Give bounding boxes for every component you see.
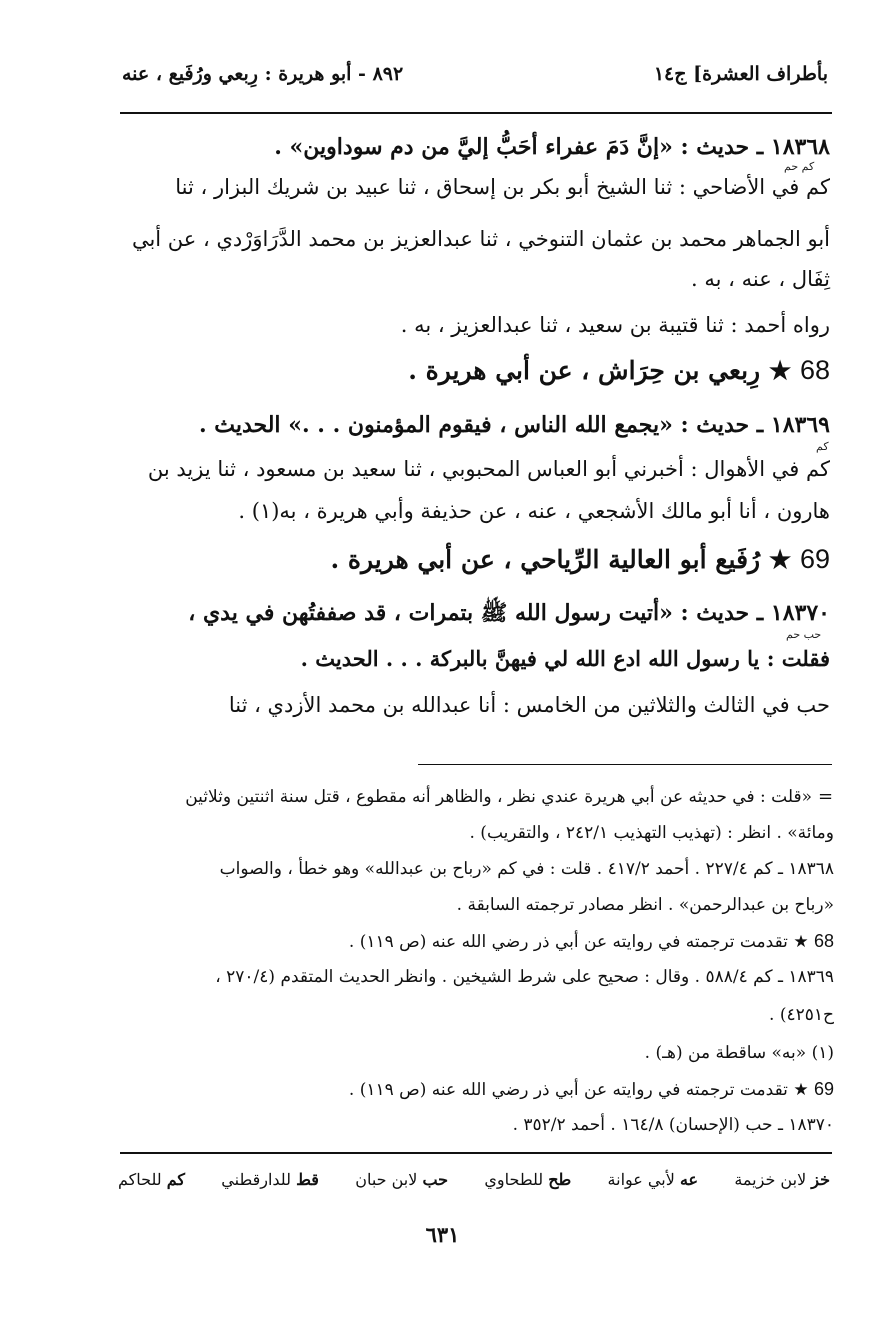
body-line: أبو الجماهر محمد بن عثمان التنوخي ، ثنا عبدالعزيز بن محمد الدَّرَاوَرْدي ، عن أبي	[131, 227, 830, 251]
footnote-69	[118, 1076, 834, 1103]
hadith-18368-title: ١٨٣٦٨ ـ حديث : «إنَّ دَمَ عفراء أحَبُّ إليَّ من دم سوداوين» .	[274, 134, 830, 160]
footnote-line: ١٨٣٧٠ ـ حب (الإحسان) ١٦٤/٨ . أحمد ٣٥٢/٢ .	[512, 1115, 834, 1135]
abbr-item: قط للدارقطني	[221, 1169, 319, 1189]
footnote-line: ومائة» . انظر : (تهذيب التهذيب ٢٤٢/١ ، والتقريب) .	[469, 823, 834, 843]
narrator-number: 69	[799, 544, 830, 574]
narrator-heading-69	[118, 544, 830, 575]
abbr-item: كم للحاكم	[118, 1169, 185, 1189]
narrator-number: 68	[813, 931, 834, 951]
hadith-18370-title: ١٨٣٧٠ ـ حديث : «أتيت رسول الله ﷺ بتمرات ، قد صففتُهن في يدي ،	[188, 600, 830, 626]
body-line: ثِفَال ، عنه ، به .	[691, 267, 830, 291]
footnote-line: ١٨٣٦٩ ـ كم ٥٨٨/٤ . وقال : صحيح على شرط الشيخين . وانظر الحديث المتقدم (٢٧٠/٤ ،	[215, 967, 834, 987]
body-line: هارون ، أنا أبو مالك الأشجعي ، عنه ، عن حذيفة وأبي هريرة ، به(١) .	[238, 499, 830, 523]
narrator-number: 69	[813, 1079, 834, 1099]
footnote-line: ١٨٣٦٨ ـ كم ٢٢٧/٤ . أحمد ٤١٧/٢ . قلت : في كم «رباح بن عبدالله» وهو خطأ ، والصواب	[219, 859, 834, 879]
star-icon: ★	[768, 545, 792, 574]
narrator-number: 68	[799, 355, 830, 385]
footnote-text: تقدمت ترجمته في روايته عن أبي ذر رضي الله عنه (ص ١١٩) .	[348, 932, 788, 952]
abbreviation-key	[118, 1164, 830, 1194]
body-line: كم في الأضاحي : ثنا الشيخ أبو بكر بن إسحاق ، ثنا عبيد بن شريك البزار ، ثنا	[175, 175, 830, 199]
page-number: ٦٣١	[425, 1222, 460, 1247]
body-line: حب في الثالث والثلاثين من الخامس : أنا عبدالله بن محمد الأزدي ، ثنا	[228, 693, 830, 717]
sigla-2: كم	[816, 440, 829, 453]
running-header	[122, 58, 828, 90]
footnote-line: ح٤٢٥١) .	[769, 1005, 834, 1025]
footnote-line: «رباح بن عبدالرحمن» . انظر مصادر ترجمته السابقة .	[456, 895, 834, 915]
narrator-title: رِبعي بن حِرَاش ، عن أبي هريرة .	[408, 356, 761, 385]
sigla-3: حب حم	[786, 628, 822, 641]
footnote-text: تقدمت ترجمته في روايته عن أبي ذر رضي الله عنه (ص ١١٩) .	[348, 1080, 788, 1100]
narrator-title: رُفَيع أبو العالية الرِّياحي ، عن أبي هريرة .	[330, 545, 761, 574]
body-line: رواه أحمد : ثنا قتيبة بن سعيد ، ثنا عبدالعزيز ، به .	[400, 313, 830, 337]
star-icon: ★	[793, 932, 809, 952]
body-line: كم في الأهوال : أخبرني أبو العباس المحبوبي ، ثنا سعيد بن مسعود ، ثنا يزيد بن	[147, 457, 830, 481]
abbr-rule	[120, 1152, 832, 1154]
abbr-item: خز لابن خزيمة	[734, 1169, 830, 1189]
sigla-1: كم حم	[784, 160, 815, 173]
abbr-item: حب لابن حبان	[355, 1169, 449, 1189]
abbr-item: عه لأبي عوانة	[607, 1169, 699, 1189]
footnote-rule	[418, 764, 832, 765]
footnote-68	[118, 928, 834, 955]
continuation-mark: =	[818, 786, 834, 807]
narrator-heading-68	[118, 355, 830, 386]
hadith-18369-title: ١٨٣٦٩ ـ حديث : «يجمع الله الناس ، فيقوم المؤمنون . . .» الحديث .	[198, 412, 830, 438]
star-icon: ★	[793, 1080, 809, 1100]
header-left: ٨٩٢ - أبو هريرة : رِبعي ورُفَيع ، عنه	[122, 63, 404, 85]
abbr-item: طح للطحاوي	[484, 1169, 572, 1189]
star-icon: ★	[768, 356, 792, 385]
body-line: فقلت : يا رسول الله ادع الله لي فيهنَّ بالبركة . . . الحديث .	[300, 646, 830, 671]
footnote-line: (١) «به» ساقطة من (هـ) .	[644, 1043, 834, 1063]
footnote-line: «قلت : في حديثه عن أبي هريرة عندي نظر ، والظاهر أنه مقطوع ، قتل سنة اثنتين وثلاثين	[185, 787, 812, 807]
header-right: بأطراف العشرة] ج١٤	[653, 63, 828, 85]
header-rule	[120, 112, 832, 114]
